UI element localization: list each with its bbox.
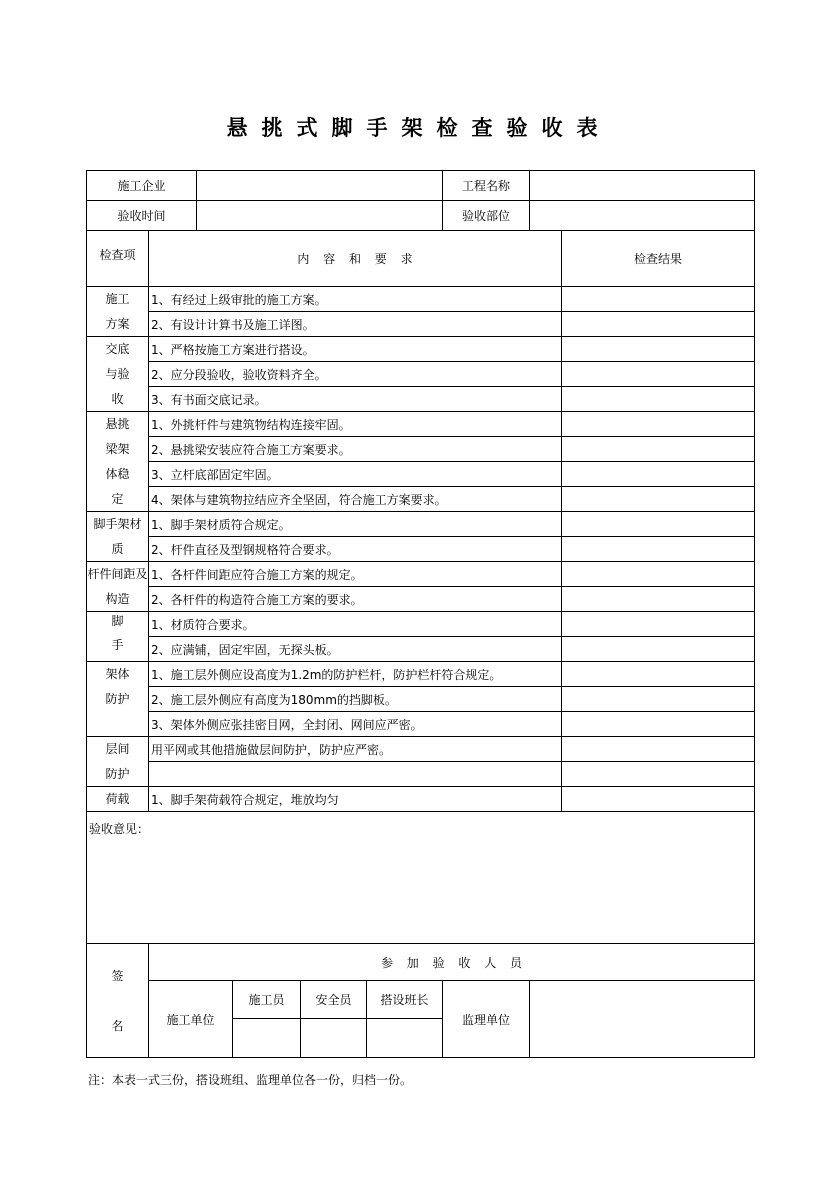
part-label: 验收部位	[443, 201, 530, 231]
result-field[interactable]	[562, 337, 755, 362]
part-field[interactable]	[530, 201, 755, 231]
table-row	[87, 587, 755, 612]
sign-label: 签名	[87, 944, 149, 1058]
result-field[interactable]	[562, 787, 755, 812]
result-field[interactable]	[562, 712, 755, 737]
supervisor-label: 监理单位	[443, 981, 530, 1058]
requirement-text: 3、立杆底部固定牢固。	[149, 462, 562, 487]
requirement-text: 2、悬挑梁安装应符合施工方案要求。	[149, 437, 562, 462]
project-field[interactable]	[530, 171, 755, 201]
result-field[interactable]	[562, 412, 755, 437]
team-leader-label: 搭设班长	[367, 981, 443, 1019]
result-field[interactable]	[562, 587, 755, 612]
content-header: 内 容 和 要 求	[149, 231, 562, 287]
requirement-text: 1、有经过上级审批的施工方案。	[149, 287, 562, 312]
result-field[interactable]	[562, 662, 755, 687]
table-row	[87, 762, 755, 787]
result-field[interactable]	[562, 562, 755, 587]
table-row	[87, 312, 755, 337]
requirement-text: 2、有设计计算书及施工详图。	[149, 312, 562, 337]
table-row	[87, 537, 755, 562]
worker-label: 施工员	[233, 981, 301, 1019]
opinion-label: 验收意见：	[89, 822, 150, 836]
table-row	[87, 712, 755, 737]
requirement-text: 用平网或其他措施做层间防护，防护应严密。	[149, 737, 562, 762]
requirement-text: 3、有书面交底记录。	[149, 387, 562, 412]
section-label: 施工方案	[87, 287, 149, 337]
time-label: 验收时间	[87, 201, 197, 231]
section-label: 架体防护	[87, 662, 149, 737]
section-label: 层间防护	[87, 737, 149, 787]
table-row	[87, 612, 755, 637]
result-field[interactable]	[562, 537, 755, 562]
table-row	[87, 462, 755, 487]
team-leader-sign-field[interactable]	[367, 1019, 443, 1058]
requirement-text: 2、施工层外侧应有高度为180mm的挡脚板。	[149, 687, 562, 712]
requirement-text	[149, 762, 562, 787]
result-field[interactable]	[562, 612, 755, 637]
result-field[interactable]	[562, 487, 755, 512]
table-row	[87, 662, 755, 687]
table-row	[87, 637, 755, 662]
requirement-text: 1、脚手架荷载符合规定，堆放均匀	[149, 787, 562, 812]
section-label: 杆件间距及构造	[87, 562, 149, 612]
result-field[interactable]	[562, 737, 755, 762]
company-field[interactable]	[197, 171, 443, 201]
company-label: 施工企业	[87, 171, 197, 201]
table-row	[87, 687, 755, 712]
requirement-text: 1、材质符合要求。	[149, 612, 562, 637]
section-label: 荷载	[87, 787, 149, 812]
footnote: 注：本表一式三份，搭设班组、监理单位各一份，归档一份。	[88, 1073, 413, 1087]
requirement-text: 2、应分段验收，验收资料齐全。	[149, 362, 562, 387]
requirement-text: 1、脚手架材质符合规定。	[149, 512, 562, 537]
result-field[interactable]	[562, 312, 755, 337]
requirement-text: 3、架体外侧应张挂密目网，全封闭、网间应严密。	[149, 712, 562, 737]
result-field[interactable]	[562, 512, 755, 537]
safety-label: 安全员	[301, 981, 367, 1019]
opinion-area[interactable]	[87, 812, 755, 944]
table-row	[87, 287, 755, 312]
table-row	[87, 562, 755, 587]
result-field[interactable]	[562, 462, 755, 487]
requirement-text: 1、严格按施工方案进行搭设。	[149, 337, 562, 362]
requirement-text: 4、架体与建筑物拉结应齐全坚固，符合施工方案要求。	[149, 487, 562, 512]
result-field[interactable]	[562, 762, 755, 787]
table-row	[87, 512, 755, 537]
page-title: 悬挑式脚手架检查验收表	[226, 116, 612, 140]
participants-header: 参 加 验 收 人 员	[149, 944, 755, 981]
supervisor-sign-field[interactable]	[530, 981, 755, 1058]
section-label: 悬挑梁架体稳定	[87, 412, 149, 512]
requirement-text: 1、施工层外侧应设高度为1.2m的防护栏杆，防护栏杆符合规定。	[149, 662, 562, 687]
requirement-text: 2、杆件直径及型钢规格符合要求。	[149, 537, 562, 562]
result-field[interactable]	[562, 362, 755, 387]
inspection-table	[86, 170, 755, 1058]
item-header: 检查项	[87, 231, 149, 287]
table-row	[87, 412, 755, 437]
result-field[interactable]	[562, 387, 755, 412]
requirement-text: 1、外挑杆件与建筑物结构连接牢固。	[149, 412, 562, 437]
worker-sign-field[interactable]	[233, 1019, 301, 1058]
section-label: 脚手	[87, 612, 149, 662]
safety-sign-field[interactable]	[301, 1019, 367, 1058]
section-label: 脚手架材 质	[87, 512, 149, 562]
project-label: 工程名称	[443, 171, 530, 201]
section-label: 交底与验收	[87, 337, 149, 412]
result-field[interactable]	[562, 687, 755, 712]
result-field[interactable]	[562, 637, 755, 662]
requirement-text: 1、各杆件间距应符合施工方案的规定。	[149, 562, 562, 587]
table-row	[87, 437, 755, 462]
table-row	[87, 387, 755, 412]
result-field[interactable]	[562, 437, 755, 462]
table-row	[87, 362, 755, 387]
table-row	[87, 337, 755, 362]
table-row	[87, 737, 755, 762]
result-field[interactable]	[562, 287, 755, 312]
table-row	[87, 487, 755, 512]
result-header: 检查结果	[562, 231, 755, 287]
construction-unit-label: 施工单位	[149, 981, 233, 1058]
time-field[interactable]	[197, 201, 443, 231]
requirement-text: 2、各杆件的构造符合施工方案的要求。	[149, 587, 562, 612]
table-row	[87, 787, 755, 812]
requirement-text: 2、应满铺，固定牢固，无探头板。	[149, 637, 562, 662]
